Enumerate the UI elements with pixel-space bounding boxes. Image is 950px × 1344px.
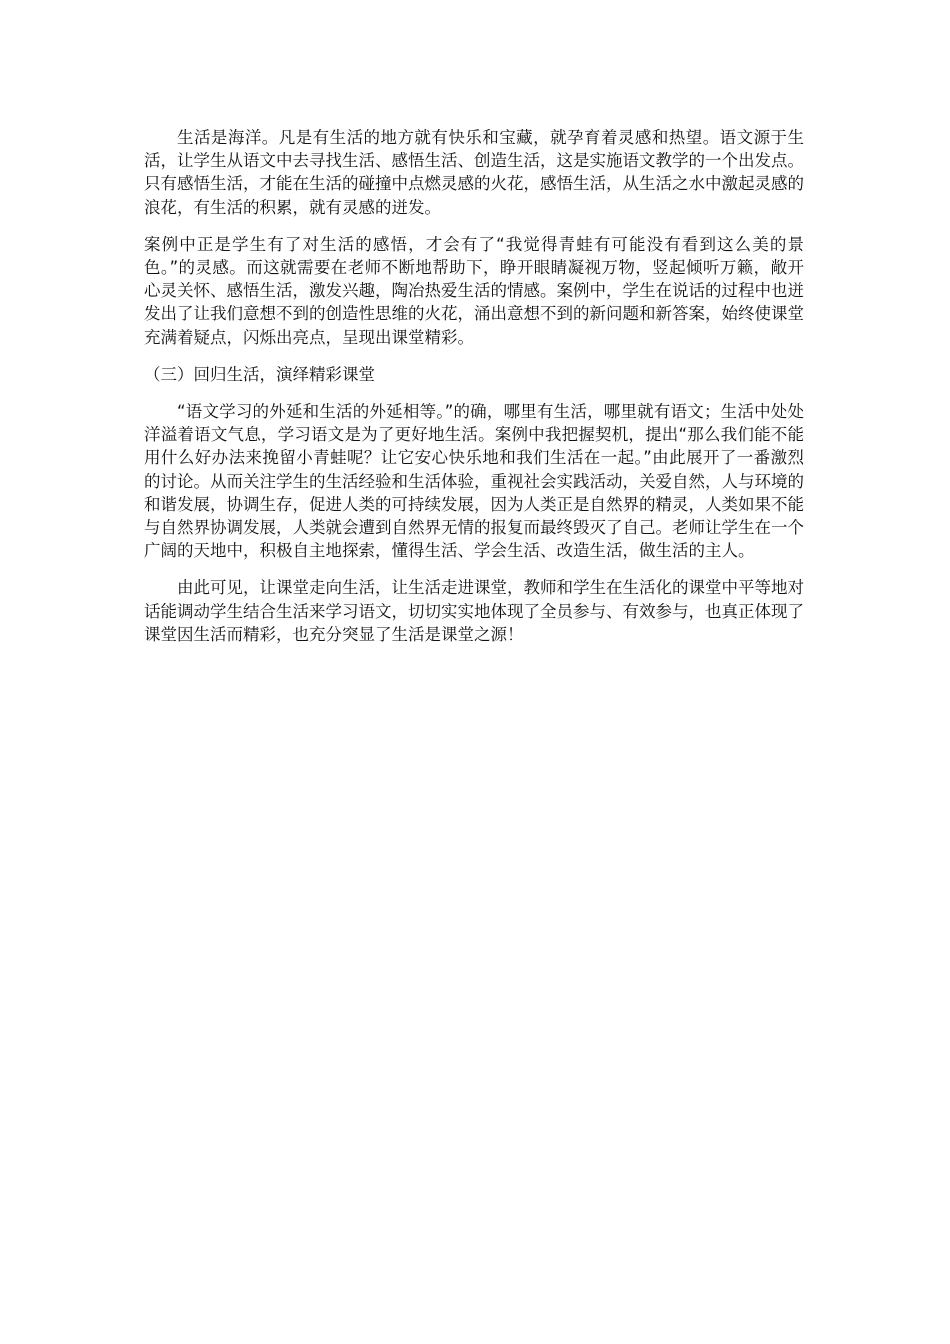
paragraph-life-is-ocean: 生活是海洋。凡是有生活的地方就有快乐和宝藏，就孕育着灵感和热望。语文源于生活，让学生从语文中去寻找生活、感悟生活、创造生活，这是实施语文教学的一个出发点。只有感悟生活，才能在生活的碰撞中点燃灵感的火花，感悟生活，从生活之水中激起灵感的浪花，有生活的积累，就有灵感的迸发。 (144, 128, 804, 217)
paragraph-language-learning-extension: “语文学习的外延和生活的外延相等。”的确，哪里有生活，哪里就有语文；生活中处处洋溢着语文气息，学习语文是为了更好地生活。案例中我把握契机，提出“那么我们能不能用什么好办法来挽留小青蛙呢？让它安心快乐地和我们生活在一起。”由此展开了一番激烈的讨论。从而关注学生的生活经验和生活体验，重视社会实践活动，关爱自然，人与环境的和谐发展，协调生存，促进人类的可持续发展，因为人类正是自然界的精灵，人类如果不能与自然界协调发展，人类就会遭到自然界无情的报复而最终毁灭了自己。老师让学生在一个广阔的天地中，积极自主地探索，懂得生活、学会生活、改造生活，做生活的主人。 (144, 402, 804, 561)
section-heading-return-to-life: （三）回归生活，演绎精彩课堂 (144, 364, 375, 384)
paragraph-conclusion: 由此可见，让课堂走向生活，让生活走进课堂，教师和学生在生活化的课堂中平等地对话能调动学生结合生活来学习语文，切切实实地体现了全员参与、有效参与，也真正体现了课堂因生活而精彩，也充分突显了生活是课堂之源！ (144, 578, 804, 644)
document-body (144, 126, 804, 660)
paragraph-case-perception: 案例中正是学生有了对生活的感悟，才会有了“我觉得青蛙有可能没有看到这么美的景色。”的灵感。而这就需要在老师不断地帮助下，睁开眼睛凝视万物，竖起倾听万籁，敞开心灵关怀、感悟生活，激发兴趣，陶冶热爱生活的情感。案例中，学生在说话的过程中也迸发出了让我们意想不到的创造性思维的火花，涌出意想不到的新问题和新答案，始终使课堂充满着疑点，闪烁出亮点，呈现出课堂精彩。 (144, 234, 804, 347)
